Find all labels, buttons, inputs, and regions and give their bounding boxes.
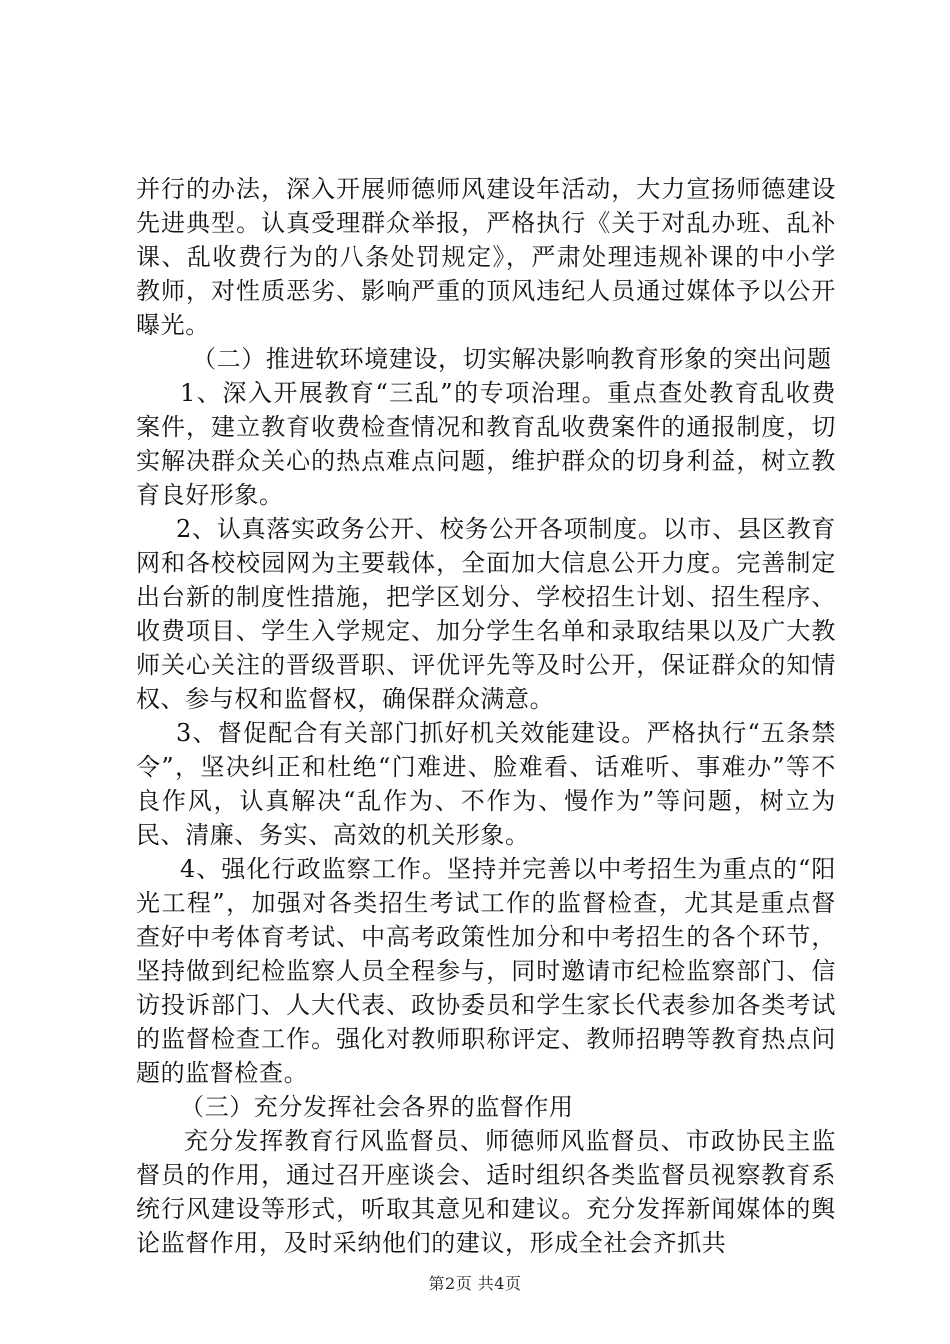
paragraph-section-three-body: 充分发挥教育行风监督员、师德师风监督员、市政协民主监督员的作用，通过召开座谈会、适时组织各类监督员视察教育系统行风建设等形式，听取其意见和建议。充分发挥新闻媒体的舆论监督作用，及时采纳他们的建议，形成全社会齐抓共 xyxy=(136,1127,836,1257)
paragraph-item-2: 2、认真落实政务公开、校务公开各项制度。以市、县区教育网和各校校园网为主要载体，全面加大信息公开力度。完善制定出台新的制度性措施，把学区划分、学校招生计划、招生程序、收费项目、学生入学规定、加分学生名单和录取结果以及广大教师关心关注的晋级晋职、评优评先等及时公开，保证群众的知情权、参与权和监督权，确保群众满意。 xyxy=(136,515,836,713)
paragraph-item-3: 3、督促配合有关部门抓好机关效能建设。严格执行“五条禁令”，坚决纠正和杜绝“门难进、脸难看、话难听、事难办”等不良作风，认真解决“乱作为、不作为、慢作为”等问题，树立为民、清廉、务实、高效的机关形象。 xyxy=(136,719,836,849)
page-footer xyxy=(0,1271,950,1294)
paragraph-item-1: 1、深入开展教育“三乱”的专项治理。重点查处教育乱收费案件，建立教育收费检查情况和教育乱收费案件的通报制度，切实解决群众关心的热点难点问题，维护群众的切身利益，树立教育良好形象。 xyxy=(136,379,836,509)
section-heading-three: （三）充分发挥社会各界的监督作用 xyxy=(180,1093,574,1121)
page-number-label: 第2页 共4页 xyxy=(428,1274,522,1293)
paragraph-intro-continuation: 并行的办法，深入开展师德师风建设年活动，大力宣扬师德建设先进典型。认真受理群众举报，严格执行《关于对乱办班、乱补课、乱收费行为的八条处罚规定》，严肃处理违规补课的中小学教师，对性质恶劣、影响严重的顶风违纪人员通过媒体予以公开曝光。 xyxy=(136,175,836,339)
paragraph-item-4: 4、强化行政监察工作。坚持并完善以中考招生为重点的“阳光工程”，加强对各类招生考试工作的监督检查，尤其是重点督查好中考体育考试、中高考政策性加分和中考招生的各个环节，坚持做到纪检监察人员全程参与，同时邀请市纪检监察部门、信访投诉部门、人大代表、政协委员和学生家长代表参加各类考试的监督检查工作。强化对教师职称评定、教师招聘等教育热点问题的监督检查。 xyxy=(136,855,836,1087)
document-body xyxy=(136,172,836,1260)
section-heading-two: （二）推进软环境建设，切实解决影响教育形象的突出问题 xyxy=(192,345,832,373)
